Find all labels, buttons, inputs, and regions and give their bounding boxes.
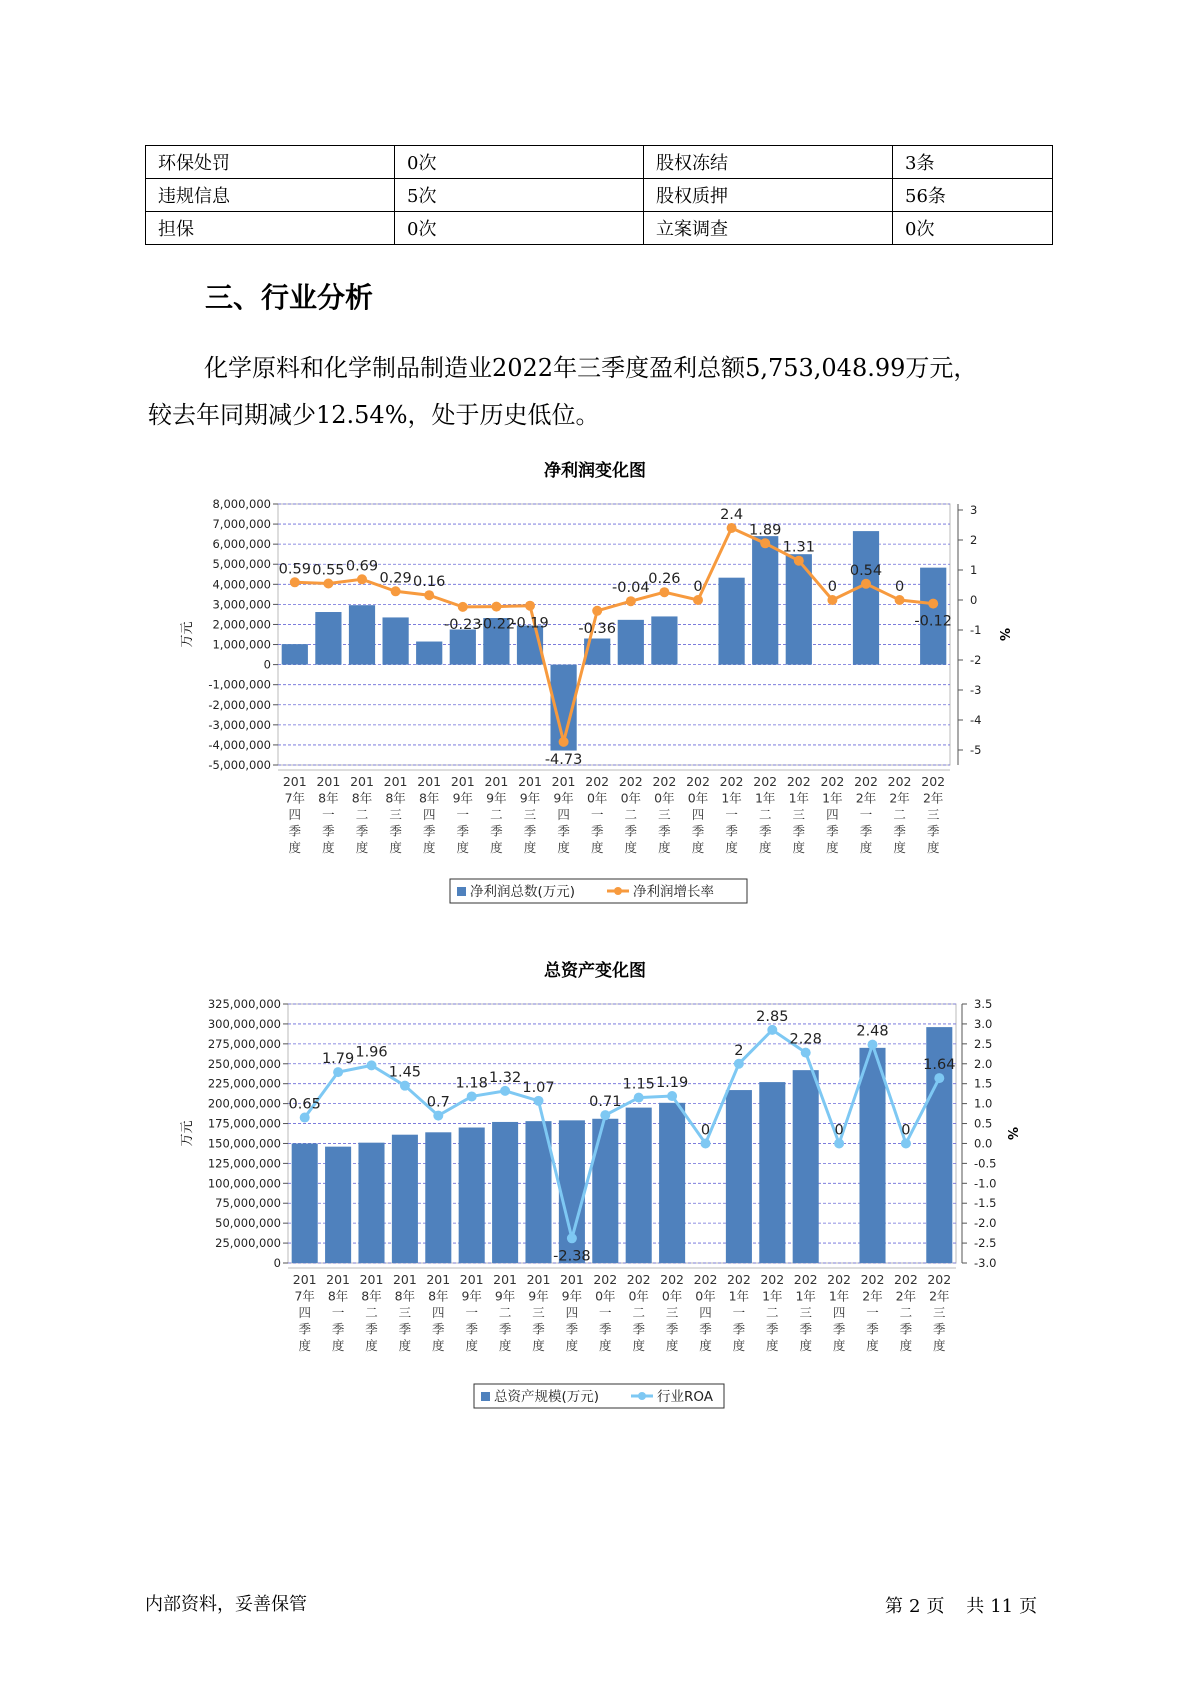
y2-tick-label: -1 (970, 623, 982, 637)
x-tick-label: 202 2年二季度 (893, 1272, 918, 1353)
y2-tick-label: 3 (970, 503, 978, 517)
bar (492, 1122, 518, 1263)
y2-tick-label: -4 (970, 713, 982, 727)
bar (325, 1147, 351, 1263)
y2-tick-label: -5 (970, 743, 982, 757)
bar (659, 1103, 685, 1263)
series-point (400, 1081, 410, 1091)
section-heading: 三、行业分析 (205, 281, 374, 314)
y-tick-label: 2,000,000 (212, 617, 271, 632)
data-label: 0 (700, 1122, 711, 1139)
y-tick-label: 0 (273, 1256, 281, 1270)
data-label: 1.79 (321, 1051, 355, 1068)
y-tick-label: 4,000,000 (212, 577, 271, 592)
series-point (290, 577, 300, 587)
data-label: 0.65 (288, 1096, 321, 1113)
x-tick-label: 202 2年三季度 (927, 1272, 952, 1353)
y-tick-label: 0 (263, 657, 271, 672)
data-label: 1.64 (923, 1057, 956, 1074)
y-tick-label: -1,000,000 (208, 677, 271, 692)
y2-tick-label: 1.5 (974, 1076, 993, 1091)
total-prefix: 共 (966, 1596, 985, 1617)
y-tick-label: 5,000,000 (212, 557, 271, 572)
y-axis-title: 万元 (180, 1120, 195, 1147)
bar (759, 1082, 785, 1263)
y2-axis-title: % (1004, 1126, 1019, 1141)
bar (651, 616, 677, 664)
y2-tick-label: -3.0 (974, 1256, 997, 1270)
bar (425, 1132, 451, 1263)
data-label: 1.07 (522, 1079, 555, 1096)
y2-tick-label: 3.5 (974, 997, 993, 1011)
total-assets-chart (0, 958, 1191, 1428)
y2-tick-label: 1.0 (974, 1096, 993, 1111)
y-tick-label: 50,000,000 (215, 1216, 281, 1231)
data-label: 0.16 (413, 574, 446, 591)
data-label: 0.59 (278, 561, 311, 578)
bar (392, 1135, 418, 1263)
y2-tick-label: -1.0 (974, 1176, 997, 1191)
x-tick-label: 202 0年二季度 (618, 774, 643, 855)
x-tick-label: 202 1年四季度 (827, 1272, 852, 1353)
page-number: 2 (909, 1596, 921, 1617)
y-tick-label: 225,000,000 (207, 1076, 281, 1091)
y2-tick-label: -2.5 (974, 1236, 997, 1251)
x-tick-label: 202 1年一季度 (719, 774, 744, 855)
table-cell: 0次 (893, 212, 1053, 245)
y-tick-label: 200,000,000 (207, 1096, 281, 1111)
y2-axis-title: % (996, 627, 1011, 642)
series-point (500, 1086, 510, 1096)
bar (726, 1090, 752, 1263)
legend-line-marker (614, 887, 622, 895)
x-tick-label: 202 2年一季度 (854, 774, 878, 855)
y-tick-label: 125,000,000 (207, 1156, 281, 1171)
data-label: 1.96 (355, 1044, 388, 1061)
series-point (901, 1138, 911, 1148)
data-label: -0.36 (578, 620, 616, 637)
table-row (146, 212, 1053, 245)
x-tick-label: 201 9年四季度 (559, 1272, 584, 1353)
x-tick-label: 201 8年二季度 (350, 774, 374, 855)
y2-tick-label: 0.5 (974, 1116, 993, 1131)
y-tick-label: 6,000,000 (212, 537, 271, 552)
table-cell: 立案调查 (644, 212, 893, 245)
series-point (357, 574, 367, 584)
series-point (458, 602, 468, 612)
series-point (767, 1025, 777, 1035)
x-tick-label: 202 1年四季度 (820, 774, 845, 855)
x-tick-label: 202 0年一季度 (593, 1272, 618, 1353)
legend-line-marker (638, 1392, 646, 1400)
series-point (323, 579, 333, 589)
table-cell: 0次 (395, 212, 644, 245)
y-tick-label: 175,000,000 (207, 1116, 281, 1131)
y2-tick-label: -3 (970, 683, 982, 697)
table-cell: 3条 (893, 146, 1053, 179)
x-tick-label: 202 1年三季度 (786, 774, 811, 855)
series-point (626, 596, 636, 606)
page-mid: 页 (926, 1596, 945, 1617)
y-tick-label: 3,000,000 (212, 597, 271, 612)
data-label: 2.48 (856, 1023, 889, 1040)
bar (459, 1128, 485, 1263)
y-tick-label: 250,000,000 (207, 1056, 281, 1071)
x-tick-label: 201 9年一季度 (450, 774, 475, 855)
series-point (727, 523, 737, 533)
table-cell: 5次 (395, 179, 644, 212)
x-tick-label: 202 2年二季度 (887, 774, 912, 855)
table-cell: 56条 (893, 179, 1053, 212)
x-tick-label: 202 1年一季度 (726, 1272, 751, 1353)
x-tick-label: 202 1年二季度 (760, 1272, 785, 1353)
y-tick-label: 325,000,000 (207, 997, 281, 1011)
series-point (534, 1096, 544, 1106)
x-tick-label: 201 9年三季度 (526, 1272, 551, 1353)
net-profit-chart (0, 458, 1191, 918)
series-point (559, 737, 569, 747)
y2-tick-label: -0.5 (974, 1156, 997, 1171)
legend-line-label: 行业ROA (657, 1389, 714, 1405)
data-label: 2.4 (720, 507, 744, 523)
data-label: -2.38 (553, 1248, 591, 1265)
series-point (868, 1040, 878, 1050)
y-tick-label: 300,000,000 (207, 1016, 281, 1031)
x-tick-label: 201 7年四季度 (292, 1272, 317, 1353)
y2-tick-label: 2.0 (974, 1056, 993, 1071)
bar (416, 642, 442, 665)
y-tick-label: 150,000,000 (207, 1136, 281, 1151)
bar (618, 620, 644, 665)
series-point (734, 1059, 744, 1069)
y2-tick-label: 0 (970, 593, 978, 607)
y2-tick-label: -2 (970, 653, 982, 667)
x-tick-label: 202 1年三季度 (793, 1272, 818, 1353)
series-point (525, 601, 535, 611)
bar (282, 644, 308, 664)
series-point (667, 1091, 677, 1101)
table-row (146, 146, 1053, 179)
bar (349, 605, 375, 664)
series-point (760, 538, 770, 548)
data-label: -4.73 (544, 751, 583, 768)
series-point (391, 586, 401, 596)
data-label: 2.28 (789, 1031, 822, 1048)
bar (382, 617, 408, 664)
data-label: -0.04 (612, 580, 650, 597)
x-tick-label: 202 2年一季度 (860, 1272, 885, 1353)
table-cell: 环保处罚 (146, 146, 395, 179)
table-row (146, 179, 1053, 212)
series-point (659, 587, 669, 597)
bar (626, 1108, 652, 1263)
data-label: 0 (693, 579, 703, 595)
x-tick-label: 202 1年二季度 (753, 774, 778, 855)
series-point (861, 579, 871, 589)
x-tick-label: 202 0年二季度 (626, 1272, 651, 1353)
data-label: 1.45 (388, 1064, 422, 1081)
chart-title: 总资产变化图 (544, 961, 646, 981)
y2-tick-label: 3.0 (974, 1016, 993, 1031)
series-point (592, 606, 602, 616)
data-label: 0 (827, 579, 838, 595)
y2-tick-label: 1 (970, 563, 978, 577)
x-tick-label: 201 9年一季度 (459, 1272, 484, 1353)
legend-line-label: 净利润增长率 (633, 884, 714, 900)
x-tick-label: 202 0年三季度 (660, 1272, 685, 1353)
chart-title: 净利润变化图 (544, 461, 646, 481)
data-label: 0.26 (648, 571, 681, 588)
series-point (567, 1233, 577, 1243)
y2-tick-label: 2 (970, 533, 978, 547)
total-pages: 11 (990, 1596, 1014, 1617)
data-label: -0.22 (477, 616, 516, 633)
series-point (433, 1111, 443, 1121)
table-cell: 股权质押 (644, 179, 893, 212)
x-tick-label: 201 9年二季度 (484, 774, 509, 855)
y-tick-label: 8,000,000 (212, 497, 271, 511)
bar (315, 612, 341, 665)
data-label: 0.54 (849, 562, 883, 579)
data-label: 1.19 (655, 1075, 689, 1092)
data-label: 1.18 (455, 1075, 488, 1092)
bar (793, 1070, 819, 1263)
bar (358, 1143, 384, 1263)
data-label: -0.19 (511, 615, 549, 632)
paragraph-line-1: 化学原料和化学制品制造业2022年三季度盈利总额5,753,048.99万元， (204, 354, 978, 382)
risk-info-table (145, 145, 1053, 245)
y-tick-label: 7,000,000 (212, 517, 271, 532)
x-tick-label: 201 9年四季度 (551, 774, 576, 855)
footer-confidential-note: 内部资料，妥善保管 (145, 1594, 307, 1615)
series-point (333, 1067, 343, 1077)
data-label: 0 (894, 579, 905, 595)
series-point (634, 1093, 644, 1103)
series-point (827, 595, 837, 605)
y2-tick-label: 0.0 (974, 1136, 993, 1151)
y-tick-label: 25,000,000 (215, 1236, 281, 1251)
plot-frame (288, 1004, 956, 1263)
page-indicator (885, 1592, 1043, 1618)
x-tick-label: 201 9年二季度 (493, 1272, 518, 1353)
table-cell: 违规信息 (146, 179, 395, 212)
bar (859, 1048, 885, 1263)
bar (853, 531, 879, 665)
series-point (367, 1060, 377, 1070)
data-label: 1.15 (622, 1076, 655, 1093)
bar (292, 1143, 318, 1263)
series-point (600, 1110, 610, 1120)
series-point (701, 1138, 711, 1148)
series-point (794, 556, 804, 566)
x-tick-label: 201 9年三季度 (518, 774, 542, 855)
y-tick-label: 100,000,000 (207, 1176, 281, 1191)
bar (592, 1119, 618, 1263)
x-tick-label: 202 0年四季度 (693, 1272, 718, 1353)
page-prefix: 第 (885, 1596, 903, 1617)
series-point (801, 1048, 811, 1058)
series-point (693, 595, 703, 605)
legend-bar-label: 净利润总数(万元) (470, 884, 576, 900)
x-tick-label: 201 8年一季度 (316, 774, 341, 855)
x-tick-label: 201 8年一季度 (326, 1272, 351, 1353)
y-tick-label: 275,000,000 (207, 1036, 281, 1051)
x-tick-label: 201 8年二季度 (359, 1272, 384, 1353)
bar (450, 629, 476, 664)
series-point (491, 602, 501, 612)
x-tick-label: 201 8年四季度 (417, 774, 442, 855)
y-tick-label: 1,000,000 (212, 637, 271, 652)
data-label: 1.32 (488, 1069, 522, 1086)
bar (718, 578, 744, 665)
y-tick-label: -2,000,000 (208, 697, 271, 712)
data-label: 0.55 (312, 562, 345, 579)
y-tick-label: -4,000,000 (208, 737, 271, 752)
series-point (424, 590, 434, 600)
y2-tick-label: 2.5 (974, 1036, 993, 1051)
y-tick-label: 75,000,000 (215, 1196, 281, 1211)
data-label: 1.89 (749, 522, 782, 539)
x-tick-label: 202 0年四季度 (686, 774, 710, 855)
x-tick-label: 201 7年四季度 (282, 774, 307, 855)
y-tick-label: -3,000,000 (208, 717, 271, 732)
y2-tick-label: -2.0 (974, 1216, 997, 1231)
y2-tick-label: -1.5 (974, 1196, 997, 1211)
bar (752, 536, 778, 664)
series-point (834, 1138, 844, 1148)
y-tick-label: -5,000,000 (208, 758, 271, 772)
x-tick-label: 202 0年三季度 (652, 774, 677, 855)
data-label: 0.69 (345, 558, 379, 575)
legend-bar-label: 总资产规模(万元) (494, 1389, 600, 1405)
y-axis-title: 万元 (180, 621, 195, 648)
data-label: -0.12 (914, 613, 952, 630)
table-cell: 股权冻结 (644, 146, 893, 179)
x-tick-label: 201 8年三季度 (392, 1272, 417, 1353)
table-cell: 担保 (146, 212, 395, 245)
series-point (928, 599, 938, 609)
x-tick-label: 201 8年三季度 (383, 774, 408, 855)
data-label: 0.7 (426, 1094, 450, 1111)
data-label: 1.31 (782, 539, 815, 556)
data-label: 2.85 (756, 1008, 789, 1025)
legend-bar-swatch (457, 887, 466, 896)
table-cell: 0次 (395, 146, 644, 179)
x-tick-label: 202 0年一季度 (585, 774, 610, 855)
series-point (300, 1113, 310, 1123)
data-label: 0 (834, 1122, 844, 1139)
series-point (895, 595, 905, 605)
paragraph-line-2: 较去年同期减少12.54%，处于历史低位。 (148, 401, 600, 429)
series-point (934, 1073, 944, 1083)
data-label: 0 (901, 1122, 911, 1139)
data-label: 2 (734, 1042, 744, 1059)
data-label: 0.29 (379, 570, 412, 587)
total-suffix: 页 (1019, 1596, 1038, 1617)
data-label: -0.23 (444, 616, 482, 633)
x-tick-label: 202 2年三季度 (921, 774, 946, 855)
legend-bar-swatch (481, 1392, 490, 1401)
data-label: 0.71 (589, 1094, 622, 1111)
x-tick-label: 201 8年四季度 (426, 1272, 451, 1353)
analysis-paragraph (148, 345, 1058, 439)
series-point (467, 1091, 477, 1101)
